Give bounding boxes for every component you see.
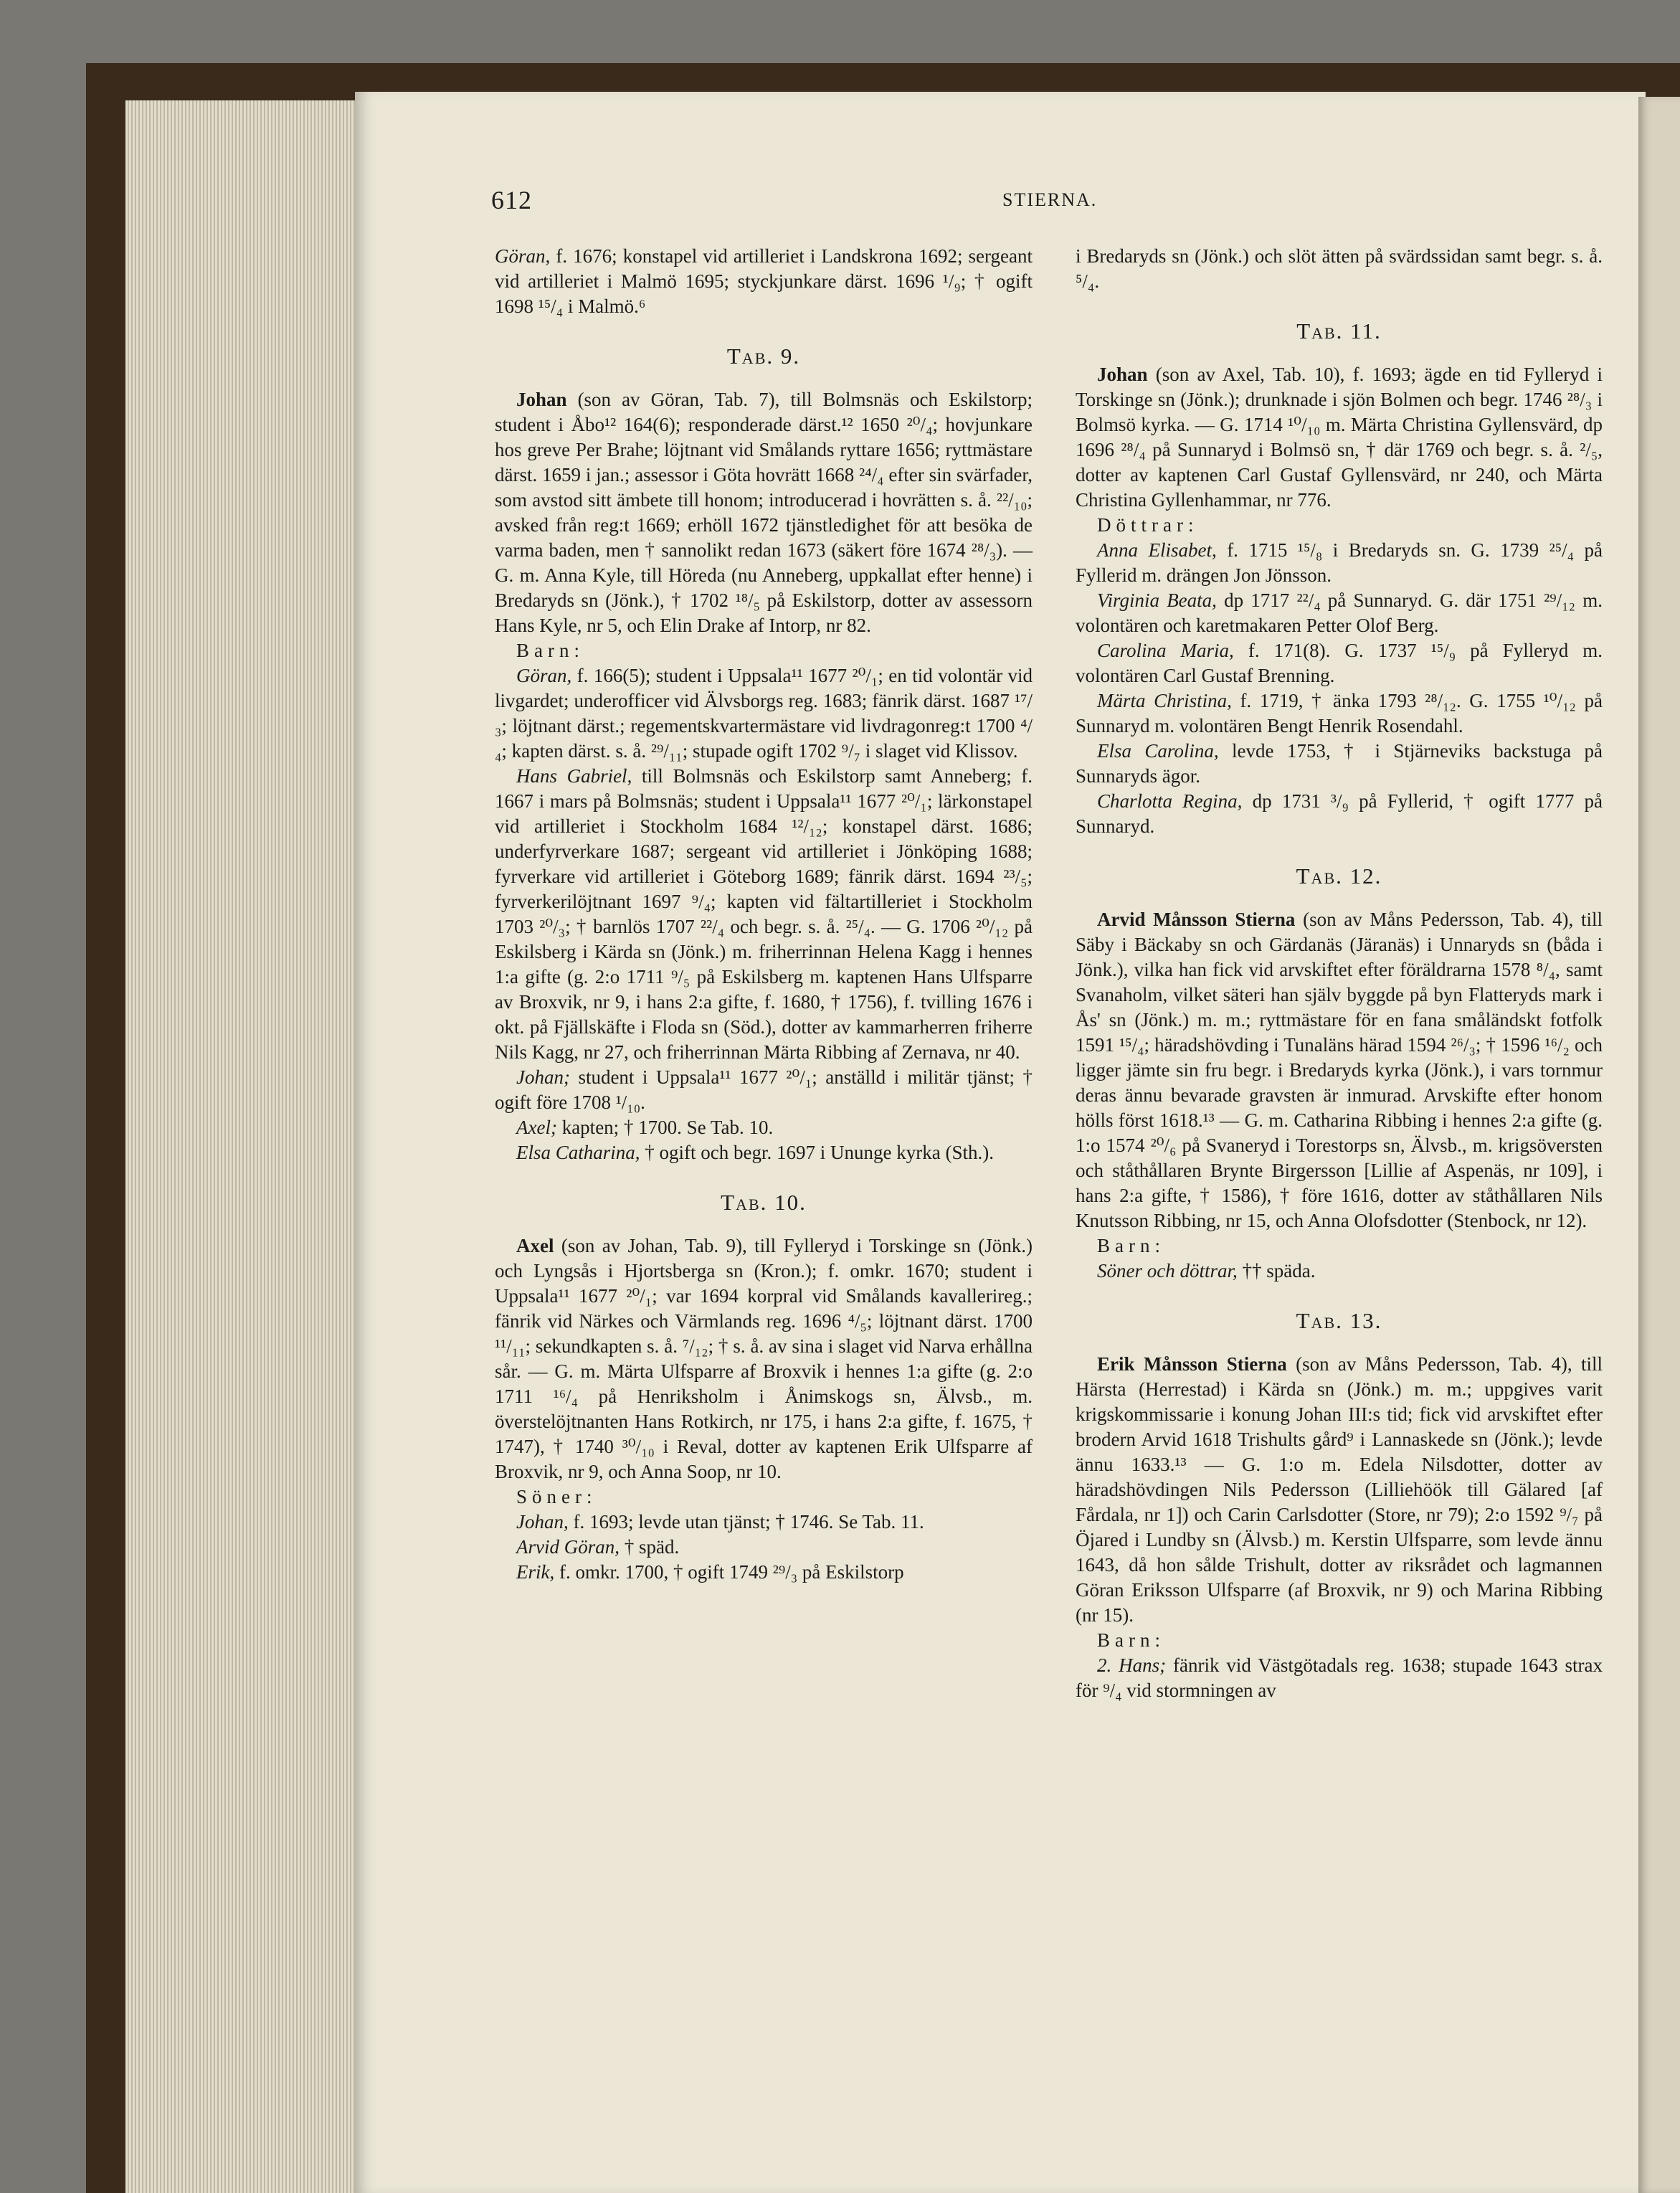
entry-name: Axel; [516, 1117, 557, 1138]
entry-name: Elsa Carolina, [1097, 740, 1219, 762]
paragraph [495, 244, 1033, 319]
paragraph [495, 764, 1033, 1065]
facing-page-edge [1638, 97, 1680, 2193]
paragraph [495, 387, 1033, 638]
entry-name: Johan, [516, 1511, 569, 1533]
section-label: Söner: [516, 1486, 597, 1507]
paragraph [1076, 1653, 1603, 1703]
running-head: STIERNA. [1002, 189, 1098, 210]
entry-name: Arvid Månsson Stierna [1097, 909, 1296, 930]
paragraph [1076, 688, 1603, 739]
paragraph [1076, 588, 1603, 638]
paragraph [1076, 638, 1603, 688]
paragraph [495, 1233, 1033, 1484]
paragraph [495, 1560, 1033, 1585]
table-heading: Tab. 13. [1296, 1308, 1382, 1333]
entry-name: Johan [1097, 364, 1148, 385]
entry-text: (son av Måns Pedersson, Tab. 4), till Säby i Bäckaby sn och Gärdanäs (Järanäs) i Unnaryds sn (båda i Jönk.), vilka han fick vid arvskiftet efter föräldrarna 1578 ⁸/₄, samt Svanaholm, vilket säteri han själv byggde på byn Flatteryds mark i Ås' sn (Jönk.) m. m.; ryttmästare för en fana småländskt fotfolk 1591 ¹⁵/₄; häradshövding i Tunaläns härad 1594 ²⁶/₃; † 1596 ¹⁶/₂ och ligger jämte sin fru begr. i Bredaryds kyrka (Jönk.), i vars tornmur deras ännu bevarade gravsten är inmurad. Arvskifte efter honom hölls först 1618.¹³ — G. m. Catharina Ribbing i hennes 2:a gifte (g. 1:o 1574 ²⁰/₆ på Svaneryd i Torestorps sn, Älvsb., m. krigsöversten och ståthållaren Brynte Birgersson [Lillie af Aspenäs, nr 109], i hans 2:a gifte, † 1586), † före 1616, dotter av ståthållaren Nils Knutsson Ribbing, nr 15, och Anna Olofsdotter (Stenbock, nr 12). [1076, 909, 1603, 1231]
paragraph [495, 1065, 1033, 1115]
entry-text: dp 1717 ²²/₄ på Sunnaryd. G. där 1751 ²⁹/₁₂ m. volontären och karetmakaren Petter Olof Berg. [1076, 589, 1603, 636]
entry-text: f. 1676; konstapel vid artilleriet i Landskrona 1692; sergeant vid artilleriet i Malmö 1695; styckjunkare därst. 1696 ¹/₉; † ogift 1698 ¹⁵/₄ i Malmö.⁶ [495, 245, 1033, 317]
entry-name: Hans Gabriel, [516, 765, 632, 787]
entry-text: till Bolmsnäs och Eskilstorp samt Anneberg; f. 1667 i mars på Bolmsnäs; student i Uppsala¹¹ 1677 ²⁰/₁; lärkonstapel vid artilleriet i Stockholm 1684 ¹²/₁₂; konstapel därst. 1686; underfyrverkare 1687; sergeant vid artilleriet i Jönköping 1688; fyrverkare vid artilleriet i Göteborg 1689; fänrik därst. 1694 ²³/₅; fyrverkerilöjtnant 1697 ⁹/₄; kapten vid fältartilleriet i Stockholm 1703 ²⁰/₃; † barnlös 1707 ²²/₄ och begr. s. å. ²⁵/₄. — G. 1706 ²⁰/₁₂ på Eskilsberg i Kärda sn (Jönk.) m. friherrinnan Helena Kagg i hennes 1:a gifte (g. 2:o 1711 ⁹/₅ på Eskilsberg m. kaptenen Hans Ulfsparre av Broxvik, nr 9, i hans 2:a gifte, f. 1680, † 1756), f. tvilling 1676 i okt. på Fjällskäfte i Floda sn (Söd.), dotter av kammarherren friherre Nils Kagg, nr 27, och friherrinnan Märta Ribbing af Zernava, nr 40. [495, 765, 1033, 1063]
paragraph [1076, 907, 1603, 1233]
entry-name: Johan [516, 389, 567, 410]
entry-text: fänrik vid Västgötadals reg. 1638; stupade 1643 strax för ⁹/₄ vid stormningen av [1076, 1654, 1603, 1701]
section-label: Döttrar: [1097, 514, 1199, 536]
entry-text: (son av Måns Pedersson, Tab. 4), till Härsta (Herrestad) i Kärda sn (Jönk.) m. m.; uppgives varit krigskommissarie i konung Johan III:s tid; fick vid arvskiftet efter brodern Arvid 1618 Trishults gård⁹ i Lannaskede sn (Jönk.); levde ännu 1633.¹³ — G. 1:o m. Edela Nilsdotter, dotter av häradshövdingen Nils Pedersson (Lilliehöök till Gälared [af Fårdala, nr 1]) och Carin Carlsdotter (Store, nr 79); 2:o 1592 ⁹/₇ på Öjared i Lundby sn (Älvsb.) m. Kerstin Ulfsparre, som levde ännu 1643, då hon sålde Trishult, dotter av riksrådet och lagmannen Göran Eriksson Ulfsparre (af Broxvik, nr 9) och Marina Ribbing (nr 15). [1076, 1353, 1603, 1626]
entry-name: Märta Christina, [1097, 690, 1232, 711]
entry-name: Söner och döttrar, [1097, 1260, 1238, 1282]
entry-name: 2. Hans; [1097, 1654, 1167, 1676]
entry-name: Virginia Beata, [1097, 589, 1217, 611]
entry-text: (son av Johan, Tab. 9), till Fylleryd i Torskinge sn (Jönk.) och Lyngsås i Hjortsberga sn (Kron.); f. omkr. 1670; student i Uppsala¹¹ 1677 ²⁰/₁; var 1694 korpral vid Smålands kavallerireg.; fänrik vid Närkes och Värmlands reg. 1696 ⁴/₅; löjtnant därst. 1700 ¹¹/₁₁; sekundkapten s. å. ⁷/₁₂; † s. å. av sina i slaget vid Narva erhållna sår. — G. m. Märta Ulfsparre af Broxvik i hennes 1:a gifte (g. 2:o 1711 ¹⁶/₄ på Henriksholm i Ånimskogs sn, Älvsb., m. överstelöjtnanten Hans Rotkirch, nr 175, i hans 2:a gifte, f. 1675, † 1747), † 1740 ³⁰/₁₀ i Reval, dotter av kaptenen Erik Ulfsparre af Broxvik, nr 9, och Anna Soop, nr 10. [495, 1235, 1033, 1482]
entry-text: f. 166(5); student i Uppsala¹¹ 1677 ²⁰/₁; en tid volontär vid livgardet; underofficer vid Älvsborgs reg. 1683; fänrik därst. 1687 ¹⁷/₃; löjtnant därst.; regementskvartermästare vid livdragonreg:t 1700 ⁴/₄; kapten därst. s. å. ²⁹/₁₁; stupade ogift 1702 ⁹/₇ i slaget vid Klissov. [495, 665, 1033, 762]
entry-text: i Bredaryds sn (Jönk.) och slöt ätten på svärdssidan samt begr. s. å. ⁵/₄. [1076, 245, 1603, 292]
entry-text: (son av Axel, Tab. 10), f. 1693; ägde en tid Fylleryd i Torskinge sn (Jönk.); drunknade i sjön Bolmen och begr. 1746 ²⁸/₃ i Bolmsö kyrka. — G. 1714 ¹⁰/₁₀ m. Märta Christina Gyllensvärd, dp 1696 ²⁸/₄ på Sunnaryd i Bolmsö sn, † där 1769 och begr. s. å. ²/₅, dotter av kaptenen Carl Gustaf Gyllensvärd, nr 240, och Märta Christina Gyllenhammar, nr 776. [1076, 364, 1603, 511]
paragraph [495, 1115, 1033, 1140]
entry-text: f. 1693; levde utan tjänst; † 1746. Se Tab. 11. [568, 1511, 924, 1533]
table-heading: Tab. 9. [726, 344, 801, 369]
entry-text: dp 1731 ³/₉ på Fyllerid, † ogift 1777 på Sunnaryd. [1076, 790, 1603, 837]
entry-text: † ogift och begr. 1697 i Ununge kyrka (Sth.). [640, 1142, 994, 1163]
section-label: Barn: [1097, 1235, 1165, 1256]
entry-name: Erik, [516, 1561, 555, 1583]
left-text-column [495, 244, 1033, 1585]
page-edges [125, 100, 362, 2193]
entry-text: (son av Göran, Tab. 7), till Bolmsnäs och Eskilstorp; student i Åbo¹² 164(6); responderade därst.¹² 1650 ²⁰/₄; hovjunkare hos greve Per Brahe; löjtnant vid Smålands ryttare 1656; ryttmästare därst. 1659 i jan.; assessor i Göta hovrätt 1668 ²⁴/₄ efter sin svärfader, som avstod sitt ämbete till honom; introducerad i hovrätten s. å. ²²/₁₀; avsked från reg:t 1669; erhöll 1672 tjänstledighet för att besöka de varma baden, men † sannolikt redan 1673 (säkert före 1674 ²⁸/₃). — G. m. Anna Kyle, till Höreda (nu Anneberg, uppkallat efter henne) i Bredaryds sn (Jönk.), † 1702 ¹⁸/₅ på Eskilstorp, dotter av assessorn Hans Kyle, nr 5, och Elin Drake af Intorp, nr 82. [495, 389, 1033, 636]
paragraph [1076, 362, 1603, 513]
page-number: 612 [491, 186, 532, 214]
table-heading: Tab. 12. [1296, 863, 1382, 889]
table-heading: Tab. 10. [721, 1190, 807, 1215]
paragraph [1076, 1259, 1603, 1284]
entry-text: f. 1715 ¹⁵/₈ i Bredaryds sn. G. 1739 ²⁵/₄ på Fyllerid m. drängen Jon Jönsson. [1076, 539, 1603, 586]
paragraph [495, 1510, 1033, 1535]
entry-name: Elsa Catharina, [516, 1142, 640, 1163]
entry-text: kapten; † 1700. Se Tab. 10. [556, 1117, 774, 1138]
entry-text: †† späda. [1237, 1260, 1316, 1282]
entry-text: student i Uppsala¹¹ 1677 ²⁰/₁; anställd i militär tjänst; † ogift före 1708 ¹/₁₀. [495, 1066, 1033, 1113]
entry-name: Johan; [516, 1066, 570, 1088]
entry-name: Charlotta Regina, [1097, 790, 1243, 812]
right-text-column [1076, 244, 1603, 1703]
entry-name: Göran, [495, 245, 551, 267]
paragraph [1076, 244, 1603, 294]
paragraph [1076, 739, 1603, 789]
paragraph [1076, 789, 1603, 839]
entry-name: Arvid Göran, [516, 1536, 620, 1558]
entry-name: Axel [516, 1235, 554, 1256]
entry-text: levde 1753, † i Stjärneviks backstuga på Sunnaryds ägor. [1076, 740, 1603, 787]
entry-text: f. 171(8). G. 1737 ¹⁵/₉ på Fylleryd m. volontären Carl Gustaf Brenning. [1076, 640, 1603, 686]
entry-name: Göran, [516, 665, 572, 686]
paragraph [495, 663, 1033, 764]
paragraph [495, 1535, 1033, 1560]
section-label: Barn: [516, 640, 584, 661]
entry-text: f. omkr. 1700, † ogift 1749 ²⁹/₃ på Eskilstorp [554, 1561, 904, 1583]
section-label: Barn: [1097, 1629, 1165, 1651]
paragraph [495, 1140, 1033, 1165]
entry-name: Anna Elisabet, [1097, 539, 1217, 561]
entry-name: Carolina Maria, [1097, 640, 1234, 661]
entry-text: f. 1719, † änka 1793 ²⁸/₁₂. G. 1755 ¹⁰/₁₂ på Sunnaryd m. volontären Bengt Henrik Rosendahl. [1076, 690, 1603, 736]
paragraph [1076, 538, 1603, 588]
paragraph [1076, 1352, 1603, 1628]
entry-text: † späd. [620, 1536, 680, 1558]
table-heading: Tab. 11. [1296, 318, 1382, 344]
entry-name: Erik Månsson Stierna [1097, 1353, 1287, 1375]
